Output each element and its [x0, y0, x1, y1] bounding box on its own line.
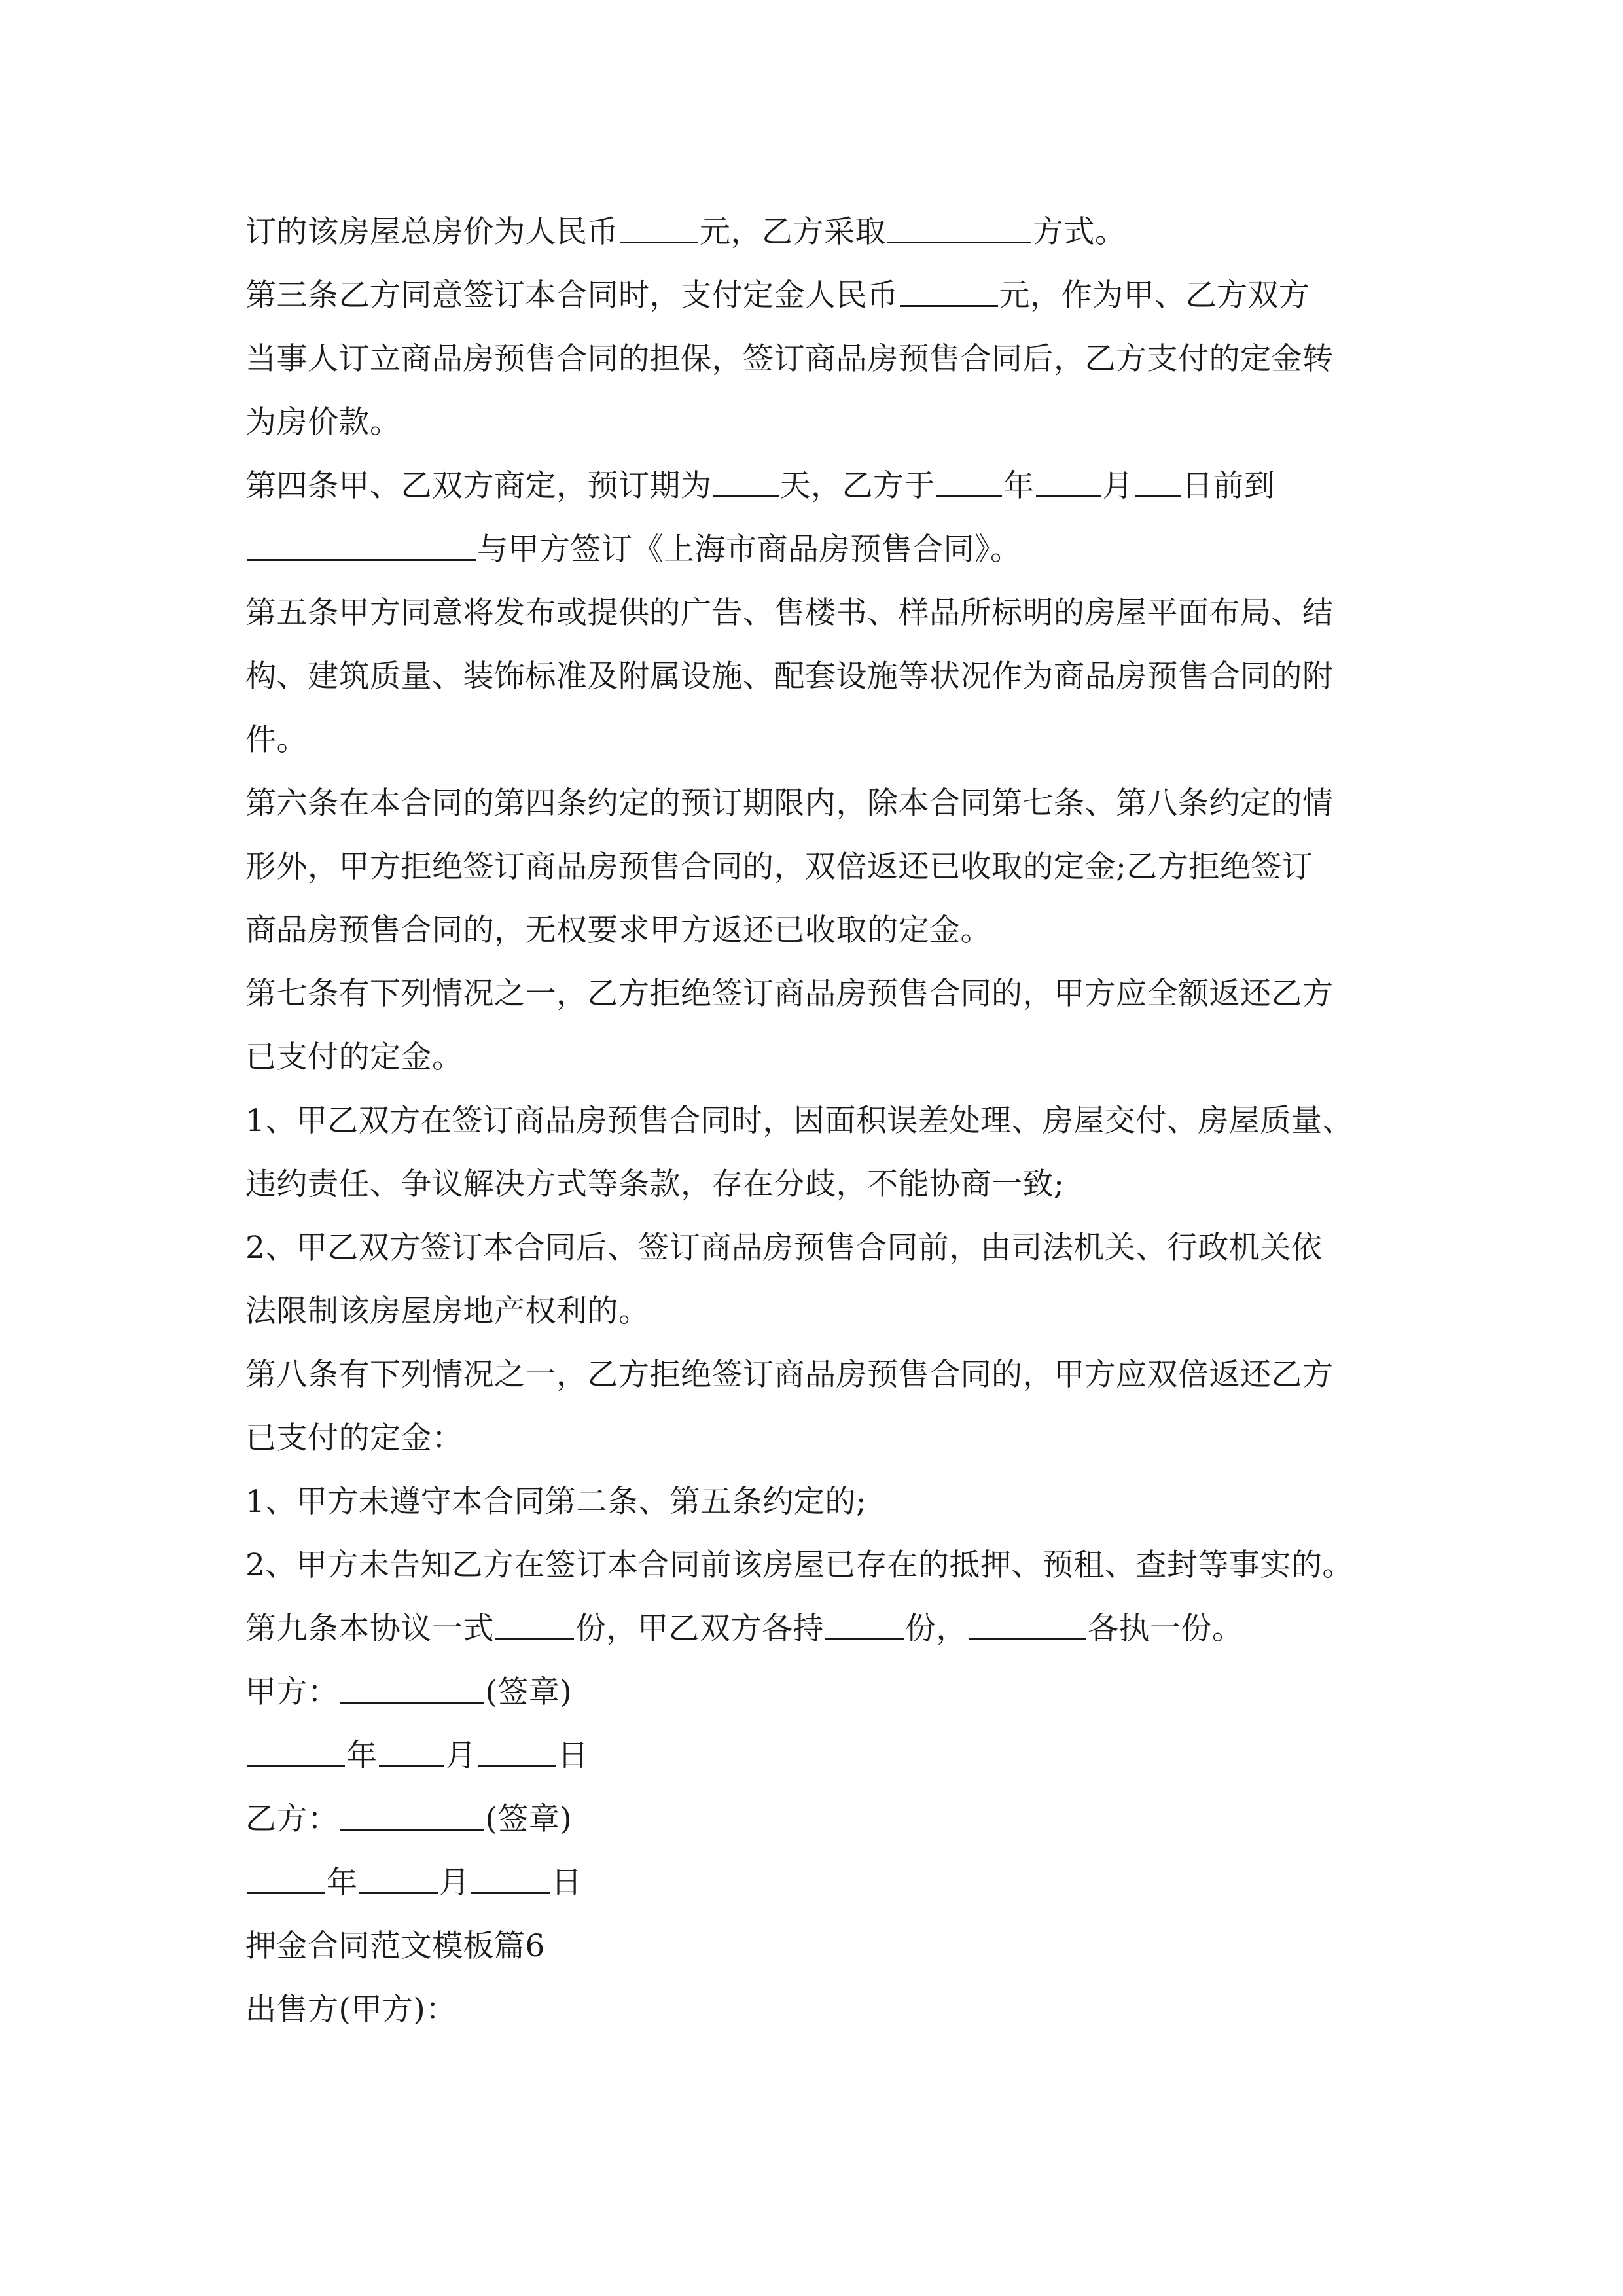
text: 各执一份。	[1088, 1611, 1243, 1647]
article-5	[245, 581, 1384, 772]
article-7-item-2	[245, 1216, 1384, 1343]
blank-line	[340, 1670, 484, 1704]
text: 已支付的定金。	[245, 1039, 463, 1075]
contract-body	[245, 200, 1384, 2041]
text: 押金合同范文模板篇6	[245, 1928, 545, 1964]
text: 日前到	[1182, 468, 1275, 504]
text: 份，	[905, 1611, 967, 1647]
blank-line	[713, 464, 779, 497]
text: 构、建筑质量、装饰标准及附属设施、配套设施等状况作为商品房预售合同的附	[245, 658, 1334, 694]
text: 订的该房屋总房价为人民币	[245, 214, 618, 250]
text: 2、甲乙双方签订本合同后、签订商品房预售合同前，由司法机关、行政机关依	[245, 1230, 1323, 1266]
article-7	[245, 962, 1384, 1089]
text: 乙方：	[245, 1801, 339, 1837]
text: 违约责任、争议解决方式等条款，存在分歧，不能协商一致;	[245, 1166, 1065, 1202]
blank-line	[825, 1607, 904, 1640]
blank-line	[359, 1861, 438, 1894]
text: 第六条在本合同的第四条约定的预订期限内，除本合同第七条、第八条约定的情	[245, 785, 1334, 821]
text: 年	[1003, 468, 1035, 504]
text: 月	[438, 1865, 470, 1901]
text: 甲方：	[245, 1674, 339, 1710]
text: 份，甲乙双方各持	[575, 1611, 824, 1647]
blank-line	[247, 1734, 345, 1767]
blank-line	[969, 1607, 1086, 1640]
text: 第四条甲、乙双方商定，预订期为	[245, 468, 712, 504]
text: 方式。	[1033, 214, 1126, 250]
blank-line	[247, 1861, 325, 1894]
article-8-item-1	[245, 1470, 1384, 1534]
date-party-b	[245, 1851, 1384, 1914]
text: 第三条乙方同意签订本合同时，支付定金人民币	[245, 278, 899, 314]
signature-party-b	[245, 1787, 1384, 1851]
article-3	[245, 264, 1384, 454]
text: 与甲方签订《上海市商品房预售合同》。	[477, 531, 1022, 567]
text: 第五条甲方同意将发布或提供的广告、售楼书、样品所标明的房屋平面布局、结	[245, 595, 1334, 631]
text: 为房价款。	[245, 404, 401, 440]
text: 日	[558, 1738, 589, 1774]
blank-line	[936, 464, 1002, 497]
text: 法限制该房屋房地产权利的。	[245, 1293, 650, 1329]
text: 形外，甲方拒绝签订商品房预售合同的，双倍返还已收取的定金;乙方拒绝签订	[245, 849, 1313, 885]
blank-line	[1135, 464, 1181, 497]
blank-line	[247, 528, 476, 561]
text: 1、甲乙双方在签订商品房预售合同时，因面积误差处理、房屋交付、房屋质量、	[245, 1103, 1353, 1139]
next-section-heading	[245, 1914, 1384, 1978]
text: 2、甲方未告知乙方在签订本合同前该房屋已存在的抵押、预租、查封等事实的。	[245, 1547, 1353, 1583]
blank-line	[887, 210, 1031, 243]
text: 已支付的定金：	[245, 1420, 463, 1456]
text: 元，乙方采取	[700, 214, 886, 250]
blank-line	[478, 1734, 556, 1767]
text: 年	[327, 1865, 358, 1901]
text: 年	[346, 1738, 378, 1774]
text: (签章)	[485, 1674, 573, 1710]
text: 月	[1102, 468, 1133, 504]
blank-line	[495, 1607, 574, 1640]
text: 第九条本协议一式	[245, 1611, 494, 1647]
blank-line	[1036, 464, 1101, 497]
text: (签章)	[485, 1801, 573, 1837]
seller-label	[245, 1978, 1384, 2041]
paragraph-total-price	[245, 200, 1384, 264]
text: 商品房预售合同的，无权要求甲方返还已收取的定金。	[245, 912, 991, 948]
article-9	[245, 1597, 1384, 1660]
blank-line	[340, 1797, 484, 1831]
article-4	[245, 454, 1384, 581]
blank-line	[379, 1734, 444, 1767]
blank-line	[900, 274, 998, 307]
text: 第八条有下列情况之一，乙方拒绝签订商品房预售合同的，甲方应双倍返还乙方	[245, 1357, 1334, 1393]
blank-line	[620, 210, 698, 243]
text: 元，作为甲、乙方双方	[999, 278, 1310, 314]
text: 月	[445, 1738, 476, 1774]
article-8-item-2	[245, 1534, 1384, 1597]
text: 当事人订立商品房预售合同的担保，签订商品房预售合同后，乙方支付的定金转	[245, 341, 1334, 377]
text: 日	[551, 1865, 582, 1901]
date-party-a	[245, 1724, 1384, 1787]
blank-line	[471, 1861, 550, 1894]
article-7-item-1	[245, 1089, 1384, 1216]
text: 1、甲方未遵守本合同第二条、第五条约定的;	[245, 1484, 867, 1520]
signature-party-a	[245, 1660, 1384, 1724]
text: 出售方(甲方)：	[245, 1992, 457, 2028]
text: 件。	[245, 722, 308, 758]
text: 第七条有下列情况之一，乙方拒绝签订商品房预售合同的，甲方应全额返还乙方	[245, 976, 1334, 1012]
article-8	[245, 1343, 1384, 1470]
text: 天，乙方于	[779, 468, 935, 504]
article-6	[245, 772, 1384, 962]
